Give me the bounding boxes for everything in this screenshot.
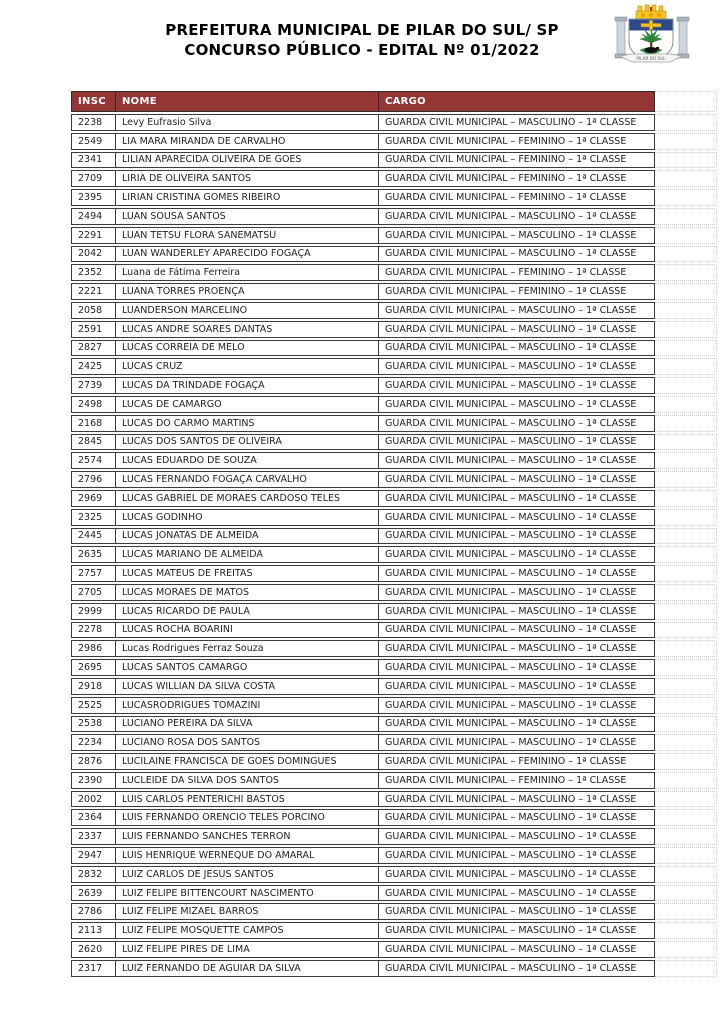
table-row <box>71 302 717 319</box>
empty-cell <box>655 377 717 394</box>
insc-cell: 2168 <box>71 415 116 432</box>
cargo-cell: GUARDA CIVIL MUNICIPAL – MASCULINO – 1ª CLASSE <box>379 903 655 920</box>
empty-cell <box>655 246 717 263</box>
table-row <box>71 659 717 676</box>
cargo-cell: GUARDA CIVIL MUNICIPAL – MASCULINO – 1ª CLASSE <box>379 885 655 902</box>
table-row <box>71 584 717 601</box>
cargo-cell: GUARDA CIVIL MUNICIPAL – MASCULINO – 1ª CLASSE <box>379 716 655 733</box>
insc-cell: 2238 <box>71 114 116 131</box>
insc-cell: 2709 <box>71 170 116 187</box>
table-row <box>71 283 717 300</box>
table-row <box>71 246 717 263</box>
nome-cell: LUAN WANDERLEY APARECIDO FOGAÇA <box>116 246 379 263</box>
empty-cell <box>655 509 717 526</box>
insc-cell: 2695 <box>71 659 116 676</box>
table-row <box>71 114 717 131</box>
crest-ribbon-text: PILAR DO SUL <box>636 55 666 61</box>
empty-cell <box>655 791 717 808</box>
page-title-line1: PREFEITURA MUNICIPAL DE PILAR DO SUL/ SP <box>165 21 559 39</box>
table-row <box>71 941 717 958</box>
table-row <box>71 208 717 225</box>
cargo-cell: GUARDA CIVIL MUNICIPAL – MASCULINO – 1ª CLASSE <box>379 509 655 526</box>
insc-cell: 2498 <box>71 396 116 413</box>
empty-cell <box>655 622 717 639</box>
nome-cell: LUCAS WILLIAN DA SILVA COSTA <box>116 678 379 695</box>
nome-cell: LUIZ FERNANDO DE AGUIAR DA SILVA <box>116 960 379 977</box>
nome-cell: LUIZ FELIPE PIRES DE LIMA <box>116 941 379 958</box>
nome-cell: LUCAS DA TRINDADE FOGAÇA <box>116 377 379 394</box>
cargo-cell: GUARDA CIVIL MUNICIPAL – MASCULINO – 1ª CLASSE <box>379 471 655 488</box>
cargo-cell: GUARDA CIVIL MUNICIPAL – MASCULINO – 1ª CLASSE <box>379 415 655 432</box>
insc-cell: 2620 <box>71 941 116 958</box>
table-row <box>71 227 717 244</box>
empty-cell <box>655 565 717 582</box>
table-row <box>71 170 717 187</box>
insc-cell: 2317 <box>71 960 116 977</box>
page-title-line2: CONCURSO PÚBLICO - EDITAL Nº 01/2022 <box>184 41 540 59</box>
empty-cell <box>655 809 717 826</box>
empty-cell <box>655 283 717 300</box>
nome-cell: LUCAS CRUZ <box>116 358 379 375</box>
nome-cell: LUIZ FELIPE MOSQUETTE CAMPOS <box>116 922 379 939</box>
nome-cell: LUCASRODRIGUES TOMAZINI <box>116 697 379 714</box>
nome-cell: Lucas Rodrigues Ferraz Souza <box>116 640 379 657</box>
insc-cell: 2352 <box>71 264 116 281</box>
cargo-cell: GUARDA CIVIL MUNICIPAL – MASCULINO – 1ª CLASSE <box>379 866 655 883</box>
roster-table-wrap <box>71 89 717 979</box>
insc-cell: 2876 <box>71 753 116 770</box>
empty-cell <box>655 659 717 676</box>
empty-cell <box>655 434 717 451</box>
nome-cell: LUCAS JONATAS DE ALMEIDA <box>116 528 379 545</box>
cargo-cell: GUARDA CIVIL MUNICIPAL – MASCULINO – 1ª CLASSE <box>379 584 655 601</box>
nome-cell: LUANDERSON MARCELINO <box>116 302 379 319</box>
empty-cell <box>655 885 717 902</box>
insc-cell: 2445 <box>71 528 116 545</box>
empty-cell <box>655 396 717 413</box>
table-row <box>71 678 717 695</box>
insc-cell: 2278 <box>71 622 116 639</box>
empty-cell <box>655 866 717 883</box>
nome-cell: LUANA TORRES PROENÇA <box>116 283 379 300</box>
table-row <box>71 565 717 582</box>
empty-cell <box>655 603 717 620</box>
empty-cell <box>655 678 717 695</box>
table-row <box>71 716 717 733</box>
insc-cell: 2918 <box>71 678 116 695</box>
column-header-insc: INSC <box>71 91 116 112</box>
nome-cell: LIRIAN CRISTINA GOMES RIBEIRO <box>116 189 379 206</box>
table-row <box>71 471 717 488</box>
insc-cell: 2425 <box>71 358 116 375</box>
table-row <box>71 847 717 864</box>
nome-cell: LUCAS FERNANDO FOGAÇA CARVALHO <box>116 471 379 488</box>
insc-cell: 2234 <box>71 734 116 751</box>
cargo-cell: GUARDA CIVIL MUNICIPAL – MASCULINO – 1ª CLASSE <box>379 358 655 375</box>
table-row <box>71 528 717 545</box>
cargo-cell: GUARDA CIVIL MUNICIPAL – FEMININO – 1ª CLASSE <box>379 772 655 789</box>
insc-cell: 2291 <box>71 227 116 244</box>
nome-cell: LUIS HENRIQUE WERNEQUE DO AMARAL <box>116 847 379 864</box>
insc-cell: 2574 <box>71 452 116 469</box>
nome-cell: LUIZ FELIPE BITTENCOURT NASCIMENTO <box>116 885 379 902</box>
table-row <box>71 264 717 281</box>
cargo-cell: GUARDA CIVIL MUNICIPAL – FEMININO – 1ª CLASSE <box>379 189 655 206</box>
cargo-cell: GUARDA CIVIL MUNICIPAL – MASCULINO – 1ª CLASSE <box>379 941 655 958</box>
empty-cell <box>655 452 717 469</box>
nome-cell: LUCIANO ROSA DOS SANTOS <box>116 734 379 751</box>
empty-cell <box>655 415 717 432</box>
empty-cell <box>655 321 717 338</box>
empty-cell <box>655 490 717 507</box>
table-row <box>71 734 717 751</box>
insc-cell: 2832 <box>71 866 116 883</box>
insc-cell: 2827 <box>71 340 116 357</box>
cargo-cell: GUARDA CIVIL MUNICIPAL – FEMININO – 1ª CLASSE <box>379 170 655 187</box>
table-row <box>71 415 717 432</box>
table-row <box>71 603 717 620</box>
nome-cell: LUCAS DE CAMARGO <box>116 396 379 413</box>
nome-cell: LUIZ FELIPE MIZAEL BARROS <box>116 903 379 920</box>
table-row <box>71 809 717 826</box>
cargo-cell: GUARDA CIVIL MUNICIPAL – MASCULINO – 1ª CLASSE <box>379 208 655 225</box>
nome-cell: LUIS FERNANDO ORENCIO TELES PORCINO <box>116 809 379 826</box>
insc-cell: 2221 <box>71 283 116 300</box>
nome-cell: LUAN SOUSA SANTOS <box>116 208 379 225</box>
nome-cell: LUCAS MARIANO DE ALMEIDA <box>116 546 379 563</box>
insc-cell: 2341 <box>71 152 116 169</box>
empty-cell <box>655 584 717 601</box>
insc-cell: 2705 <box>71 584 116 601</box>
empty-cell <box>655 922 717 939</box>
cargo-cell: GUARDA CIVIL MUNICIPAL – MASCULINO – 1ª CLASSE <box>379 847 655 864</box>
insc-cell: 2786 <box>71 903 116 920</box>
insc-cell: 2639 <box>71 885 116 902</box>
empty-cell <box>655 847 717 864</box>
nome-cell: LUCAS DO CARMO MARTINS <box>116 415 379 432</box>
empty-cell <box>655 208 717 225</box>
cargo-cell: GUARDA CIVIL MUNICIPAL – MASCULINO – 1ª CLASSE <box>379 828 655 845</box>
cargo-cell: GUARDA CIVIL MUNICIPAL – MASCULINO – 1ª CLASSE <box>379 490 655 507</box>
cargo-cell: GUARDA CIVIL MUNICIPAL – MASCULINO – 1ª CLASSE <box>379 640 655 657</box>
insc-cell: 2364 <box>71 809 116 826</box>
nome-cell: LUCAS CORREIA DE MELO <box>116 340 379 357</box>
insc-cell: 2395 <box>71 189 116 206</box>
cargo-cell: GUARDA CIVIL MUNICIPAL – MASCULINO – 1ª CLASSE <box>379 603 655 620</box>
empty-cell <box>655 734 717 751</box>
nome-cell: LUCAS ANDRE SOARES DANTAS <box>116 321 379 338</box>
table-row <box>71 358 717 375</box>
insc-cell: 2494 <box>71 208 116 225</box>
nome-cell: LUCIANO PEREIRA DA SILVA <box>116 716 379 733</box>
cargo-cell: GUARDA CIVIL MUNICIPAL – MASCULINO – 1ª CLASSE <box>379 114 655 131</box>
cargo-cell: GUARDA CIVIL MUNICIPAL – FEMININO – 1ª CLASSE <box>379 152 655 169</box>
insc-cell: 2002 <box>71 791 116 808</box>
cargo-cell: GUARDA CIVIL MUNICIPAL – MASCULINO – 1ª CLASSE <box>379 565 655 582</box>
table-row <box>71 622 717 639</box>
insc-cell: 2739 <box>71 377 116 394</box>
coat-of-arms-icon <box>612 4 692 68</box>
table-row <box>71 697 717 714</box>
table-row <box>71 922 717 939</box>
nome-cell: LUCAS MORAES DE MATOS <box>116 584 379 601</box>
cargo-cell: GUARDA CIVIL MUNICIPAL – MASCULINO – 1ª CLASSE <box>379 528 655 545</box>
nome-cell: LUCAS EDUARDO DE SOUZA <box>116 452 379 469</box>
nome-cell: LUCAS DOS SANTOS DE OLIVEIRA <box>116 434 379 451</box>
empty-cell <box>655 903 717 920</box>
empty-cell <box>655 640 717 657</box>
empty-cell <box>655 941 717 958</box>
cargo-cell: GUARDA CIVIL MUNICIPAL – MASCULINO – 1ª CLASSE <box>379 246 655 263</box>
insc-cell: 2538 <box>71 716 116 733</box>
table-row <box>71 546 717 563</box>
nome-cell: LUCLEIDE DA SILVA DOS SANTOS <box>116 772 379 789</box>
cargo-cell: GUARDA CIVIL MUNICIPAL – MASCULINO – 1ª CLASSE <box>379 434 655 451</box>
cargo-cell: GUARDA CIVIL MUNICIPAL – MASCULINO – 1ª CLASSE <box>379 697 655 714</box>
table-row <box>71 396 717 413</box>
insc-cell: 2591 <box>71 321 116 338</box>
empty-cell <box>655 189 717 206</box>
empty-cell <box>655 170 717 187</box>
cargo-cell: GUARDA CIVIL MUNICIPAL – MASCULINO – 1ª CLASSE <box>379 678 655 695</box>
cargo-cell: GUARDA CIVIL MUNICIPAL – MASCULINO – 1ª CLASSE <box>379 622 655 639</box>
empty-cell <box>655 716 717 733</box>
cargo-cell: GUARDA CIVIL MUNICIPAL – MASCULINO – 1ª CLASSE <box>379 302 655 319</box>
empty-cell <box>655 264 717 281</box>
empty-cell <box>655 528 717 545</box>
insc-cell: 2337 <box>71 828 116 845</box>
roster-table <box>71 89 717 979</box>
nome-cell: LIRIA DE OLIVEIRA SANTOS <box>116 170 379 187</box>
cargo-cell: GUARDA CIVIL MUNICIPAL – MASCULINO – 1ª CLASSE <box>379 546 655 563</box>
empty-cell <box>655 302 717 319</box>
empty-cell <box>655 133 717 150</box>
table-row <box>71 903 717 920</box>
table-row <box>71 434 717 451</box>
column-header-nome: NOME <box>116 91 379 112</box>
cargo-cell: GUARDA CIVIL MUNICIPAL – MASCULINO – 1ª CLASSE <box>379 659 655 676</box>
table-row <box>71 377 717 394</box>
cargo-cell: GUARDA CIVIL MUNICIPAL – MASCULINO – 1ª CLASSE <box>379 340 655 357</box>
roster-body <box>71 114 717 977</box>
cargo-cell: GUARDA CIVIL MUNICIPAL – MASCULINO – 1ª CLASSE <box>379 922 655 939</box>
insc-cell: 2325 <box>71 509 116 526</box>
nome-cell: LUCAS MATEUS DE FREITAS <box>116 565 379 582</box>
insc-cell: 2999 <box>71 603 116 620</box>
empty-cell <box>655 340 717 357</box>
cargo-cell: GUARDA CIVIL MUNICIPAL – FEMININO – 1ª CLASSE <box>379 283 655 300</box>
empty-cell <box>655 772 717 789</box>
cargo-cell: GUARDA CIVIL MUNICIPAL – FEMININO – 1ª CLASSE <box>379 753 655 770</box>
insc-cell: 2635 <box>71 546 116 563</box>
nome-cell: LUCILAINE FRANCISCA DE GOES DOMINGUES <box>116 753 379 770</box>
table-row <box>71 772 717 789</box>
insc-cell: 2390 <box>71 772 116 789</box>
table-row <box>71 321 717 338</box>
insc-cell: 2525 <box>71 697 116 714</box>
table-row <box>71 340 717 357</box>
cargo-cell: GUARDA CIVIL MUNICIPAL – MASCULINO – 1ª CLASSE <box>379 960 655 977</box>
cargo-cell: GUARDA CIVIL MUNICIPAL – MASCULINO – 1ª CLASSE <box>379 227 655 244</box>
nome-cell: LUCAS ROCHA BOARINI <box>116 622 379 639</box>
nome-cell: LILIAN APARECIDA OLIVEIRA DE GOES <box>116 152 379 169</box>
empty-cell <box>655 697 717 714</box>
insc-cell: 2986 <box>71 640 116 657</box>
table-row <box>71 452 717 469</box>
insc-cell: 2969 <box>71 490 116 507</box>
empty-cell <box>655 152 717 169</box>
table-row <box>71 509 717 526</box>
cargo-cell: GUARDA CIVIL MUNICIPAL – MASCULINO – 1ª CLASSE <box>379 452 655 469</box>
empty-cell <box>655 114 717 131</box>
nome-cell: Levy Eufrasio Silva <box>116 114 379 131</box>
nome-cell: LUAN TETSU FLORA SANEMATSU <box>116 227 379 244</box>
insc-cell: 2113 <box>71 922 116 939</box>
empty-cell <box>655 358 717 375</box>
empty-cell <box>655 471 717 488</box>
cargo-cell: GUARDA CIVIL MUNICIPAL – FEMININO – 1ª CLASSE <box>379 133 655 150</box>
insc-cell: 2058 <box>71 302 116 319</box>
insc-cell: 2757 <box>71 565 116 582</box>
table-row <box>71 828 717 845</box>
table-row <box>71 490 717 507</box>
table-row <box>71 640 717 657</box>
cargo-cell: GUARDA CIVIL MUNICIPAL – FEMININO – 1ª CLASSE <box>379 264 655 281</box>
cargo-cell: GUARDA CIVIL MUNICIPAL – MASCULINO – 1ª CLASSE <box>379 734 655 751</box>
table-row <box>71 791 717 808</box>
cargo-cell: GUARDA CIVIL MUNICIPAL – MASCULINO – 1ª CLASSE <box>379 396 655 413</box>
insc-cell: 2947 <box>71 847 116 864</box>
empty-cell <box>655 546 717 563</box>
cargo-cell: GUARDA CIVIL MUNICIPAL – MASCULINO – 1ª CLASSE <box>379 377 655 394</box>
cargo-cell: GUARDA CIVIL MUNICIPAL – MASCULINO – 1ª CLASSE <box>379 809 655 826</box>
nome-cell: Luana de Fátima Ferreira <box>116 264 379 281</box>
nome-cell: LUCAS GABRIEL DE MORAES CARDOSO TELES <box>116 490 379 507</box>
column-header-cargo: CARGO <box>379 91 655 112</box>
nome-cell: LUCAS SANTOS CAMARGO <box>116 659 379 676</box>
empty-cell <box>655 753 717 770</box>
nome-cell: LIA MARA MIRANDA DE CARVALHO <box>116 133 379 150</box>
nome-cell: LUIZ CARLOS DE JESUS SANTOS <box>116 866 379 883</box>
nome-cell: LUIS FERNANDO SANCHES TERRON <box>116 828 379 845</box>
nome-cell: LUCAS GODINHO <box>116 509 379 526</box>
cargo-cell: GUARDA CIVIL MUNICIPAL – MASCULINO – 1ª CLASSE <box>379 321 655 338</box>
table-row <box>71 189 717 206</box>
nome-cell: LUCAS RICARDO DE PAULA <box>116 603 379 620</box>
empty-cell <box>655 828 717 845</box>
table-row <box>71 866 717 883</box>
insc-cell: 2549 <box>71 133 116 150</box>
table-row <box>71 133 717 150</box>
table-row <box>71 960 717 977</box>
empty-cell <box>655 960 717 977</box>
table-row <box>71 885 717 902</box>
insc-cell: 2845 <box>71 434 116 451</box>
insc-cell: 2796 <box>71 471 116 488</box>
cargo-cell: GUARDA CIVIL MUNICIPAL – MASCULINO – 1ª CLASSE <box>379 791 655 808</box>
column-header-empty <box>655 91 717 112</box>
table-row <box>71 753 717 770</box>
nome-cell: LUIS CARLOS PENTERICHI BASTOS <box>116 791 379 808</box>
empty-cell <box>655 227 717 244</box>
table-row <box>71 152 717 169</box>
insc-cell: 2042 <box>71 246 116 263</box>
table-header-row <box>71 91 717 112</box>
